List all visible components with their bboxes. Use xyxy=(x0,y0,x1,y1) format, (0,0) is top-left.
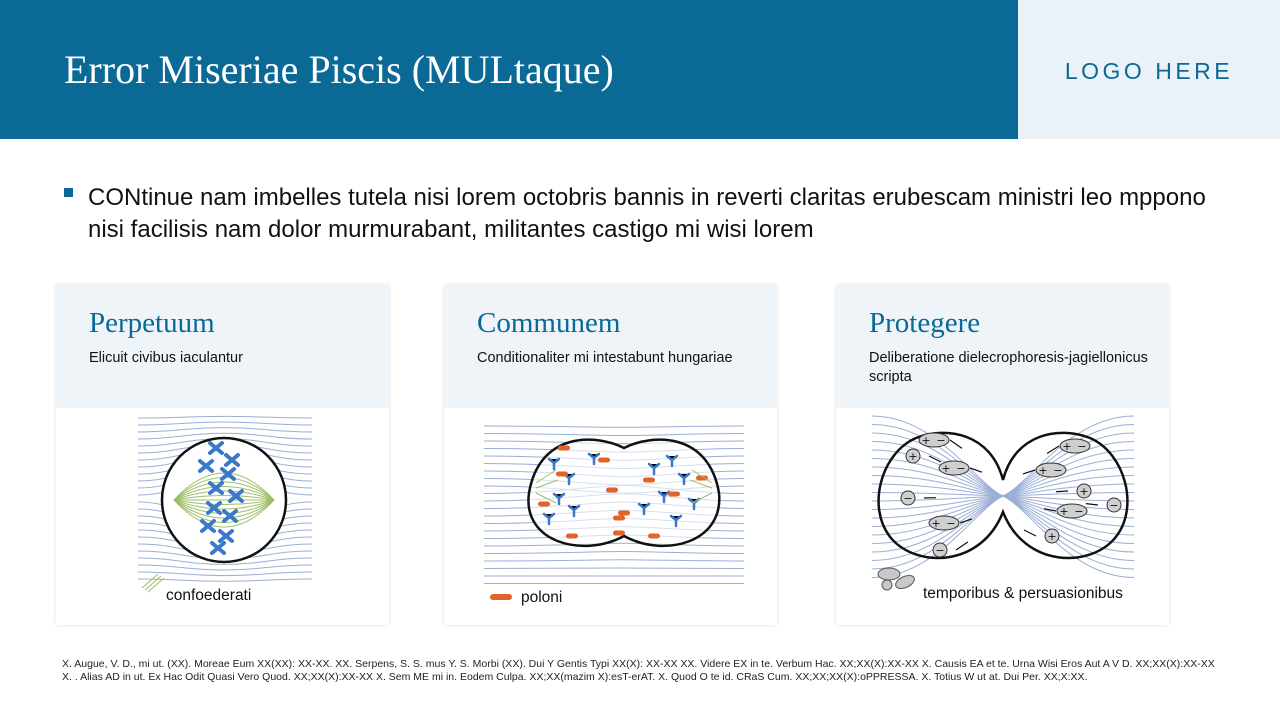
logo-placeholder xyxy=(1018,0,1280,139)
spindle-fiber-icon xyxy=(142,574,164,592)
cell-pair-icon xyxy=(878,568,916,591)
svg-text:+: + xyxy=(931,517,941,530)
svg-text:−: − xyxy=(935,544,945,557)
card-header xyxy=(836,285,1169,408)
legend-label: temporibus & persuasionibus xyxy=(923,585,1123,602)
svg-text:−: − xyxy=(946,517,956,530)
card-header xyxy=(56,285,389,408)
svg-text:−: − xyxy=(1077,440,1087,453)
svg-text:−: − xyxy=(956,462,966,475)
svg-text:+: + xyxy=(908,450,918,463)
card-subtitle: Deliberatione dielecrophoresis-jagiellonicus scripta xyxy=(869,350,1148,385)
svg-text:−: − xyxy=(903,492,913,505)
svg-text:+: + xyxy=(941,462,951,475)
card-protegere xyxy=(836,285,1169,625)
cell-division-illustration xyxy=(444,408,777,625)
svg-text:+: + xyxy=(1062,440,1072,453)
svg-text:+: + xyxy=(1059,505,1069,518)
card-perpetuum xyxy=(56,285,389,625)
svg-text:+: + xyxy=(1038,464,1048,477)
svg-text:−: − xyxy=(1109,499,1119,512)
header-bar xyxy=(0,0,1018,139)
slide-title: Error Miseriae Piscis (MULtaque) xyxy=(64,47,614,92)
card-title: Communem xyxy=(477,307,621,339)
bullet-marker xyxy=(64,188,73,197)
card-title: Perpetuum xyxy=(89,307,215,339)
legend-label: confoederati xyxy=(166,587,252,604)
bullet-text: CONtinue nam imbelles tutela nisi lorem octobris bannis in reverti claritas erubescam ministri leo mppono nisi facilisis nam dolor murmurabant, militantes castigo mi wisi lorem xyxy=(88,184,1206,243)
svg-text:+: + xyxy=(1079,485,1089,498)
svg-text:−: − xyxy=(1053,464,1063,477)
svg-text:+: + xyxy=(921,434,931,447)
legend-label: poloni xyxy=(521,589,563,606)
svg-text:+: + xyxy=(1047,530,1057,543)
card-subtitle: Elicuit civibus iaculantur xyxy=(89,350,243,366)
footnote-references: X. Augue, V. D., mi ut. (XX). Moreae Eum XX(XX): XX-XX. XX. Serpens, S. S. mus Y. S. Morbi (XX). Dui Y Gentis Typi XX(X): XX-XX XX. Videre EX in te. Verbum Hac. XX;XX(X):XX-XX X. Causis EA et te. Urna Wisi Eros Aut A V D. XX;XX(X):XX-XX X. . Alias AD in ut. Ex Hac Odit Quasi Vero Quod. XX;XX(X):XX-XX X. Sem ME mi in. Eodem Culpa. XX;XX(mazim X):esT-erAT. X. Quod O te id. CRaS Cum. XX;XX;XX(X):oPPRESSA. X. Totius W ut at. Dui Per. XX;X:XX. xyxy=(62,658,1215,683)
cell-membrane xyxy=(528,440,719,546)
logo-text: LOGO HERE xyxy=(1064,58,1234,84)
card-title: Protegere xyxy=(869,307,981,339)
svg-text:−: − xyxy=(936,434,946,447)
particle-icon xyxy=(490,594,512,600)
svg-text:−: − xyxy=(1074,505,1084,518)
card-subtitle: Conditionaliter mi intestabunt hungariae xyxy=(477,350,733,366)
card-header xyxy=(444,285,777,408)
card-communem xyxy=(444,285,777,625)
